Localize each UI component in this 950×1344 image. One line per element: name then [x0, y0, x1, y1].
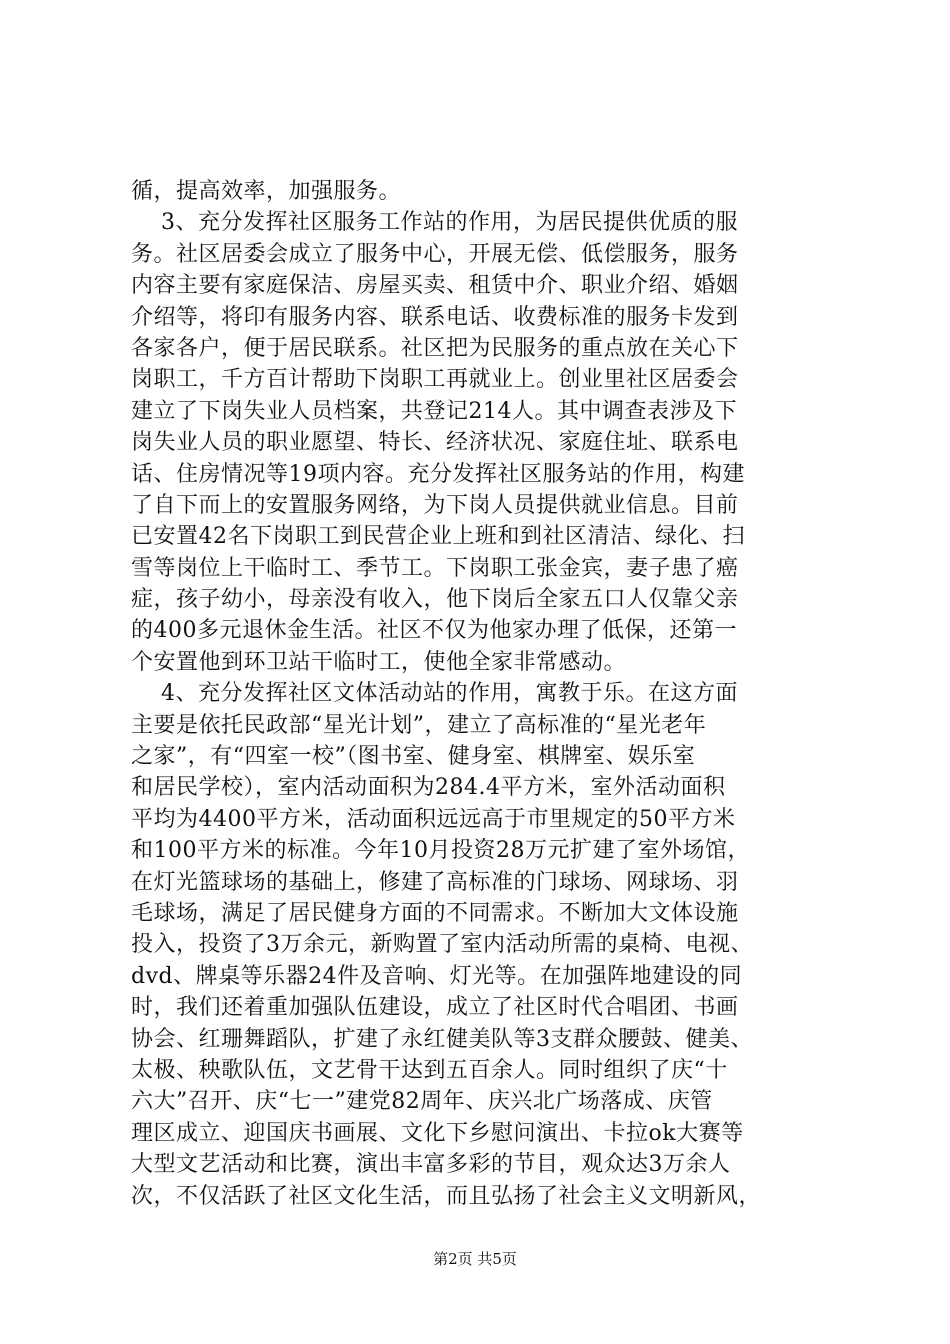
text-line-6: 各家各户，便于居民联系。社区把为民服务的重点放在关心下 [131, 335, 739, 361]
text-line-21: 平均为4400平方米，活动面积远远高于市里规定的50平方米 [131, 806, 736, 832]
text-line-23: 在灯光篮球场的基础上，修建了高标准的门球场、网球场、羽 [131, 869, 739, 895]
page-number-footer: 第2页 共5页 [433, 1250, 517, 1268]
text-line-22: 和100平方米的标准。今年10月投资28万元扩建了室外场馆， [131, 838, 750, 864]
text-line-29: 太极、秧歌队伍，文艺骨干达到五百余人。同时组织了庆“十 [131, 1057, 728, 1083]
text-line-16: 个安置他到环卫站干临时工，使他全家非常感动。 [131, 649, 627, 675]
text-line-15: 的400多元退休金生活。社区不仅为他家办理了低保，还第一 [131, 618, 737, 644]
text-line-8: 建立了下岗失业人员档案，共登记214人。其中调查表涉及下 [131, 398, 737, 424]
text-line-33: 次，不仅活跃了社区文化生活，而且弘扬了社会主义文明新风， [131, 1183, 762, 1209]
text-line-19: 之家”，有“四室一校”（图书室、健身室、棋牌室、娱乐室 [131, 744, 696, 770]
text-line-32: 大型文艺活动和比赛，演出丰富多彩的节目，观众达3万余人 [131, 1152, 731, 1178]
text-line-2: 3、充分发挥社区服务工作站的作用，为居民提供优质的服 [131, 210, 738, 236]
document-body [131, 176, 827, 1212]
text-line-30: 六大”召开、庆“七一”建党82周年、庆兴北广场落成、庆管 [131, 1089, 713, 1115]
text-line-4: 内容主要有家庭保洁、房屋买卖、租赁中介、职业介绍、婚姻 [131, 273, 739, 299]
text-line-7: 岗职工，千方百计帮助下岗职工再就业上。创业里社区居委会 [131, 367, 739, 393]
text-line-1: 循，提高效率，加强服务。 [131, 179, 402, 204]
text-line-13: 雪等岗位上干临时工、季节工。下岗职工张金宾，妻子患了癌 [131, 555, 739, 581]
text-line-26: dvd、牌桌等乐器24件及音响、灯光等。在加强阵地建设的同 [131, 963, 743, 989]
text-line-20: 和居民学校），室内活动面积为284.4平方米，室外活动面积 [131, 775, 726, 801]
text-line-11: 了自下而上的安置服务网络，为下岗人员提供就业信息。目前 [131, 492, 739, 518]
text-line-3: 务。社区居委会成立了服务中心，开展无偿、低偿服务，服务 [131, 241, 739, 267]
text-line-24: 毛球场，满足了居民健身方面的不同需求。不断加大文体设施 [131, 900, 739, 926]
text-line-5: 介绍等，将印有服务内容、联系电话、收费标准的服务卡发到 [131, 304, 739, 330]
text-line-25: 投入，投资了3万余元，新购置了室内活动所需的桌椅、电视、 [131, 932, 753, 958]
text-line-17: 4、充分发挥社区文体活动站的作用，寓教于乐。在这方面 [131, 681, 738, 707]
text-line-31: 理区成立、迎国庆书画展、文化下乡慰问演出、卡拉ok大赛等 [131, 1120, 744, 1146]
text-line-9: 岗失业人员的职业愿望、特长、经济状况、家庭住址、联系电 [131, 430, 739, 456]
text-line-27: 时，我们还着重加强队伍建设，成立了社区时代合唱团、书画 [131, 995, 739, 1021]
text-line-12: 已安置42名下岗职工到民营企业上班和到社区清洁、绿化、扫 [131, 524, 745, 550]
text-line-28: 协会、红珊舞蹈队，扩建了永红健美队等3支群众腰鼓、健美、 [131, 1026, 753, 1052]
text-line-14: 症，孩子幼小，母亲没有收入，他下岗后全家五口人仅靠父亲 [131, 587, 739, 613]
text-line-18: 主要是依托民政部“星光计划”，建立了高标准的“星光老年 [131, 712, 707, 738]
text-line-10: 话、住房情况等19项内容。充分发挥社区服务站的作用，构建 [131, 461, 745, 487]
